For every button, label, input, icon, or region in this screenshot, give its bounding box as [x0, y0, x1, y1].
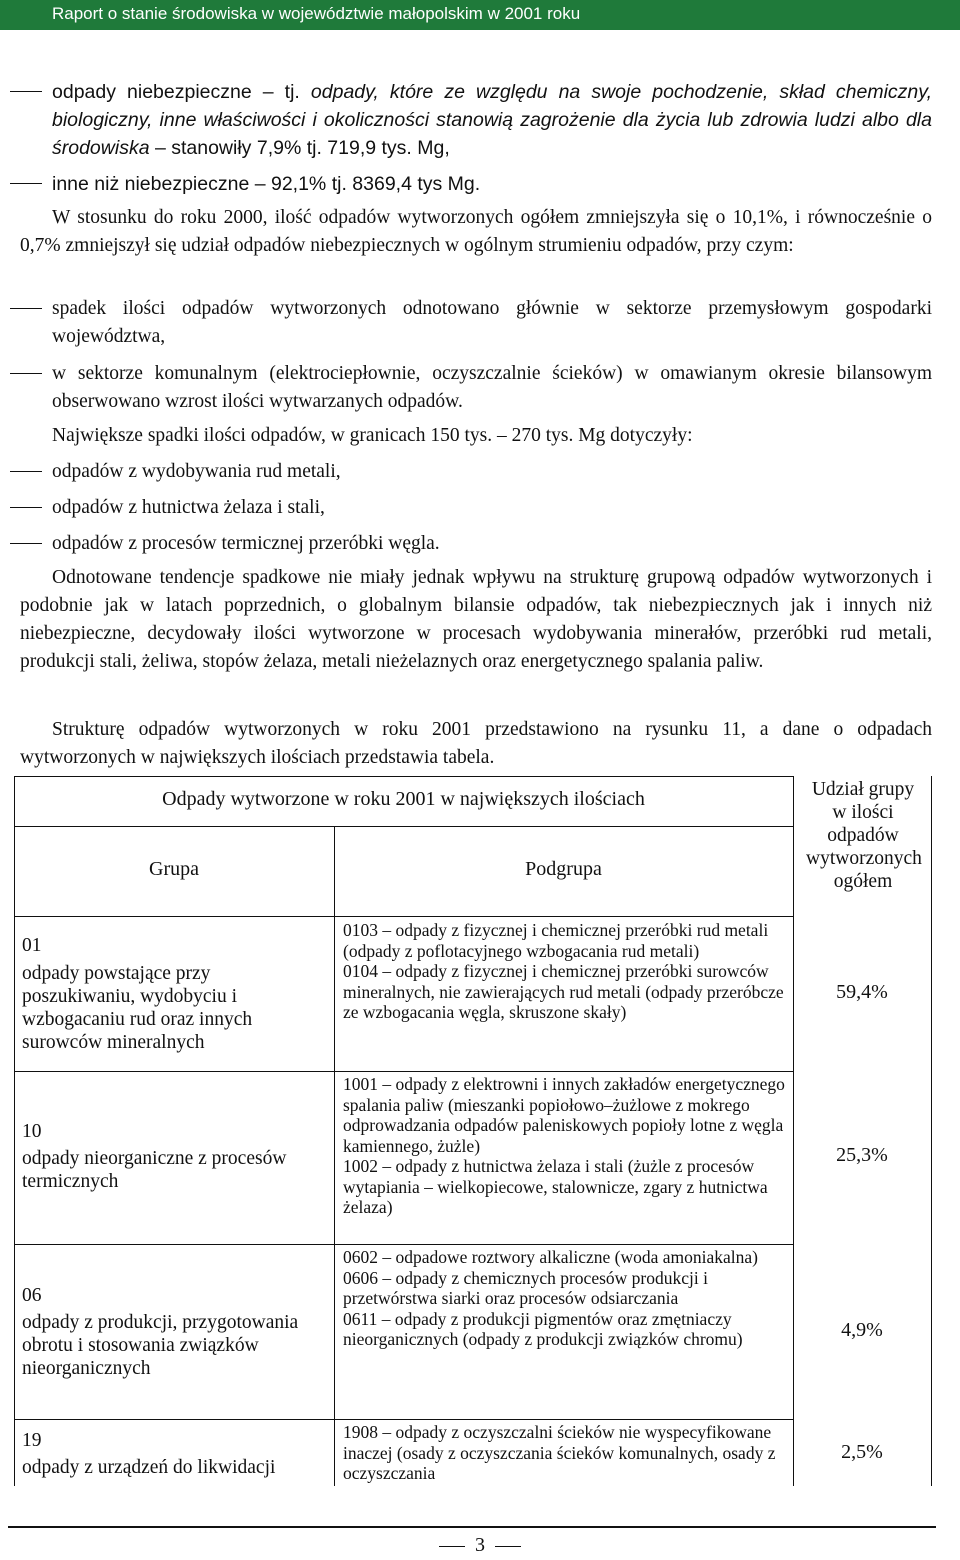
bullet-low-2: odpadów z hutnictwa żelaza i stali,: [10, 494, 932, 522]
paragraph-2: Największe spadki ilości odpadów, w granicach 150 tys. – 270 tys. Mg dotyczyły:: [52, 425, 693, 446]
dash-icon: [10, 507, 42, 508]
paragraph-3: Odnotowane tendencje spadkowe nie miały jednak wpływu na strukturę grupową odpadów wytworzonych i podobnie jak w latach poprzednich, o globalnym bilansie odpadów, tak niebezpiecznych jak i innych niż niebezpieczne, decydowały ilości wytworzone w procesach wydobywania minerałów, przeróbki rud metali, produkcji stali, żeliwa, stopów żelaza, metali nieżelaznych oraz energetycznego spalania paliw.: [20, 567, 932, 672]
table-border: [931, 776, 932, 1486]
dash-icon: [10, 91, 42, 92]
dash-icon: [10, 183, 42, 184]
bullet-tail: – stanowiły 7,9% tj. 719,9 tys. Mg,: [149, 137, 450, 159]
table-border: [14, 1244, 793, 1245]
table-border: [14, 776, 793, 777]
subgroup-list: 1001 – odpady z elektrowni i innych zakładów energetycznego spalania paliw (mieszanki popiołowo–żużlowe z mokrego odprowadzania odpadów paleniskowych popioły lotne z węgla kamiennego, żużle) 1002 – odpady z hutnictwa żelaza i stali (żużle z procesów wytapiania – wielkopiecowe, stalownicze, zgary z hutnictwa żelaza): [343, 1074, 785, 1217]
table-title: Odpady wytworzone w roku 2001 w największych ilościach: [162, 788, 645, 810]
bullet-low-1: odpadów z wydobywania rud metali,: [10, 458, 932, 486]
bullet-hazardous: [10, 78, 932, 162]
column-header-subgroup: Podgrupa: [525, 858, 602, 880]
group-code: 06: [22, 1285, 42, 1306]
paragraph-4: Strukturę odpadów wytworzonych w roku 2001 przedstawiono na rysunku 11, a dane o odpadach wytworzonych w największych ilościach przedstawia tabela.: [20, 719, 932, 768]
group-name: odpady z urządzeń do likwidacji: [22, 1457, 276, 1478]
group-share: 2,5%: [841, 1441, 883, 1463]
page-number: 3: [0, 1534, 960, 1557]
paragraph-1: W stosunku do roku 2000, ilość odpadów wytworzonych ogółem zmniejszyła się o 10,1%, i równocześnie o 0,7% zmniejszył się udział odpadów niebezpiecznych w ogólnym strumieniu odpadów, przy czym:: [20, 207, 932, 256]
group-name: odpady powstające przy poszukiwaniu, wydobyciu i wzbogacaniu rud oraz innych surowców mineralnych: [22, 963, 253, 1053]
column-header-share: Udział grupy w ilości odpadów wytworzonych ogółem: [806, 779, 922, 892]
header-title: Raport o stanie środowiska w województwie małopolskim w 2001 roku: [52, 4, 581, 23]
group-share: 59,4%: [836, 981, 888, 1003]
group-name: odpady nieorganiczne z procesów termicznych: [22, 1148, 287, 1192]
table-border: [334, 826, 335, 1486]
group-code: 10: [22, 1121, 42, 1142]
subgroup-list: 0602 – odpadowe roztwory alkaliczne (woda amoniakalna) 0606 – odpady z chemicznych procesów produkcji i przetwórstwa siarki oraz procesów odsiarczania 0611 – odpady z produkcji pigmentów oraz zmętniaczy nieorganicznych (odpady z produkcji związków chromu): [343, 1247, 758, 1349]
group-share: 25,3%: [836, 1144, 888, 1166]
bullet-mid-1: spadek ilości odpadów wytworzonych odnotowano głównie w sektorze przemysłowym gospodarki województwa,: [10, 295, 932, 351]
group-name: odpady z produkcji, przygotowania obrotu i stosowania związków nieorganicznych: [22, 1312, 299, 1379]
table-border: [14, 826, 793, 827]
dash-icon: [439, 1546, 465, 1547]
column-header-group: Grupa: [149, 858, 199, 880]
dash-icon: [10, 373, 42, 374]
bullet-definition: odpady, które ze względu na swoje pochodzenie, skład chemiczny, biologiczny, inne właściwości i okoliczności stanowią zagrożenie dla życia lub zdrowia ludzi albo dla środowiska: [52, 81, 932, 159]
table-row-clipped: [14, 1420, 931, 1486]
table-border: [14, 1071, 793, 1072]
group-code: 19: [22, 1430, 42, 1451]
subgroup-list: 0103 – odpady z fizycznej i chemicznej przeróbki rud metali (odpady z poflotacyjnego wzbogacania rud metali) 0104 – odpady z fizycznej i chemicznej przeróbki surowców mineralnych, nie zawierających rud metali (odpady przeróbcze ze wzbogacania węgla, skruszone skały): [343, 920, 784, 1022]
group-code: 01: [22, 935, 42, 956]
dash-icon: [10, 471, 42, 472]
table-border: [793, 776, 794, 1486]
footer-rule: [8, 1526, 936, 1528]
table-border: [14, 916, 793, 917]
subgroup-list: 1908 – odpady z oczyszczalni ścieków nie wyspecyfikowane inaczej (osady z oczyszczania ścieków komunalnych, osady z oczyszczania: [343, 1422, 776, 1483]
table-border: [14, 776, 15, 1486]
group-share: 4,9%: [841, 1319, 883, 1341]
bullet-mid-2: w sektorze komunalnym (elektrociepłownie, oczyszczalnie ścieków) w omawianym okresie bilansowym obserwowano wzrost ilości wytwarzanych odpadów.: [10, 360, 932, 416]
dash-icon: [10, 543, 42, 544]
waste-table: [14, 776, 932, 1486]
dash-icon: [10, 308, 42, 309]
bullet-low-3: odpadów z procesów termicznej przeróbki węgla.: [10, 530, 932, 558]
page-header: [0, 0, 960, 30]
bullet-nonhazardous: inne niż niebezpieczne – 92,1% tj. 8369,4 tys Mg.: [10, 170, 932, 198]
bullet-lead: odpady niebezpieczne – tj.: [52, 81, 311, 103]
dash-icon: [495, 1546, 521, 1547]
